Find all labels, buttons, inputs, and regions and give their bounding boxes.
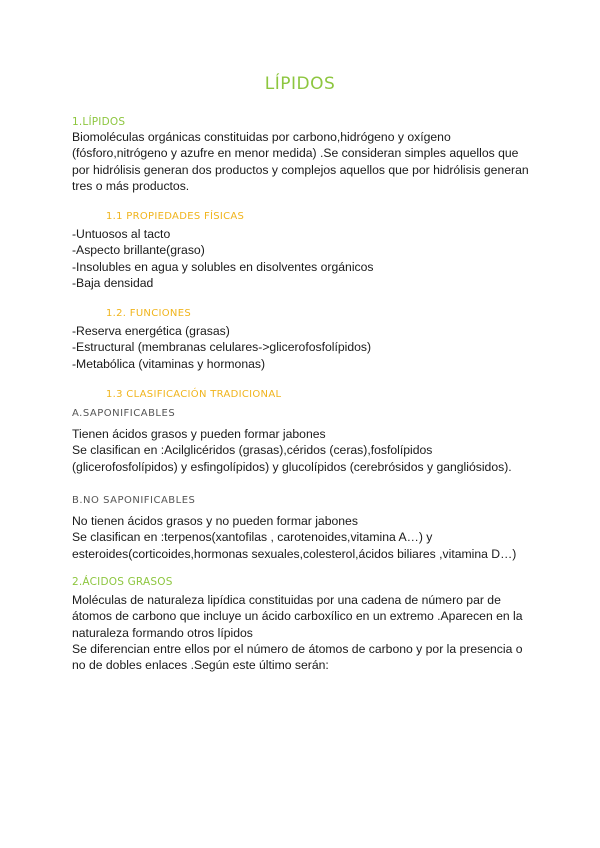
paragraph-lipidos-definition [72,129,532,194]
page-title: LÍPIDOS [264,74,336,94]
text-line: Moléculas de naturaleza lipídica constituidas por una cadena de número par de [72,593,501,607]
list-item: -Estructural (membranas celulares->glicerofosfolípidos) [72,340,372,355]
list-item: -Insolubles en agua y solubles en disolventes orgánicos [72,259,374,274]
text-line: naturaleza formando otros lípidos [72,625,253,640]
text-line: No tienen ácidos grasos y no pueden formar jabones [72,514,358,528]
subsection-heading-clasificacion: 1.3 CLASIFICACIÓN TRADICIONAL [106,389,282,400]
text-line: (glicerofosfolípidos) y esfingolípidos) y glucolípidos (cerebrósidos y gangliósidos). [72,459,512,474]
paragraph-acidos-grasos [72,592,532,673]
text-line: esteroides(corticoides,hormonas sexuales,colesterol,ácidos biliares ,vitamina D…) [72,546,517,561]
text-line: Se diferencian entre ellos por el número de átomos de carbono y por la presencia o [72,641,523,656]
text-line: átomos de carbono que incluye un ácido carboxílico en un extremo .Aparecen en la [72,609,523,624]
text-line: (fósforo,nitrógeno y azufre en menor medida) .Se consideran simples aquellos que [72,146,519,161]
list-item: -Metabólica (vitaminas y hormonas) [72,356,266,371]
paragraph-saponificables [72,426,532,475]
text-line: Se clasifican en :Acilglicéridos (grasas),céridos (ceras),fosfolípidos [72,443,433,458]
text-line: Biomoléculas orgánicas constituidas por carbono,hidrógeno y oxígeno [72,130,451,144]
list-item: -Baja densidad [72,275,154,290]
subsection-heading-propiedades: 1.1 PROPIEDADES FÍSICAS [106,211,245,222]
section-heading-lipidos: 1.LÍPIDOS [72,116,126,128]
text-line: Tienen ácidos grasos y pueden formar jabones [72,427,326,441]
text-line: no de dobles enlaces .Según este último serán: [72,658,329,673]
minor-heading-no-saponificables: B.NO SAPONIFICABLES [72,495,196,506]
text-line: tres o más productos. [72,178,190,193]
subsection-heading-funciones: 1.2. FUNCIONES [106,308,191,319]
text-line: por hidrólisis generan dos productos y complejos aquellos que por hidrólisis generan [72,162,529,177]
list-funciones [72,323,532,372]
paragraph-no-saponificables [72,513,532,562]
list-propiedades [72,226,532,291]
list-item: -Reserva energética (grasas) [72,324,230,338]
section-heading-acidos-grasos: 2.ÁCIDOS GRASOS [72,576,173,588]
minor-heading-saponificables: A.SAPONIFICABLES [72,408,176,419]
text-line: Se clasifican en :terpenos(xantofilas , carotenoides,vitamina A…) y [72,530,433,545]
list-item: -Aspecto brillante(graso) [72,243,205,258]
list-item: -Untuosos al tacto [72,227,171,241]
